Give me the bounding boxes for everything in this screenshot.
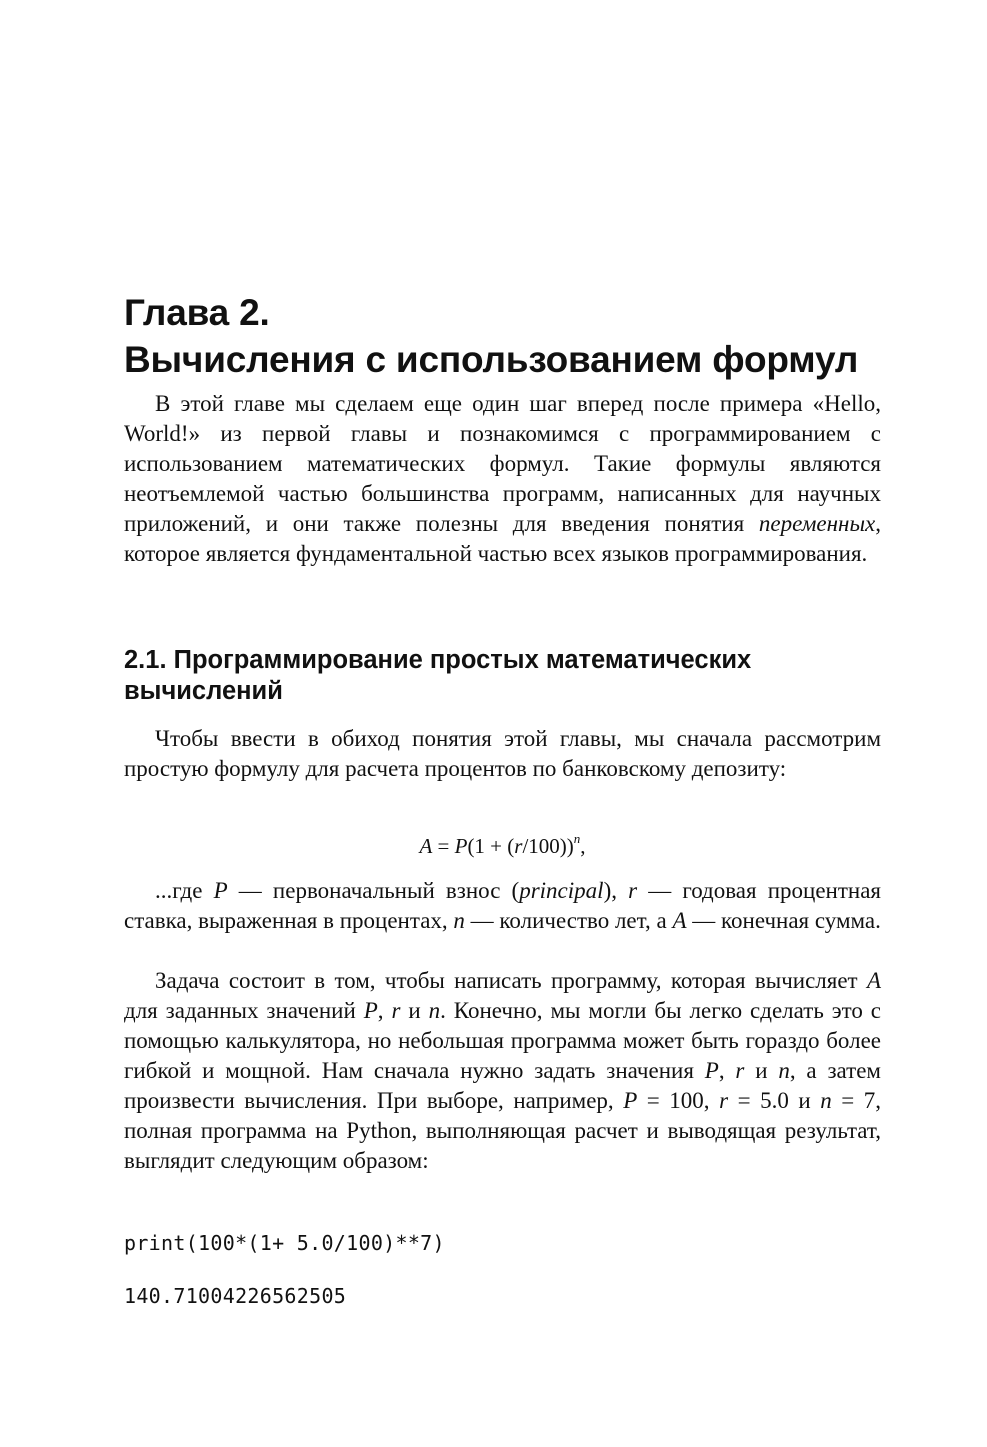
paragraph-2 bbox=[124, 876, 881, 936]
paragraph-3 bbox=[124, 966, 881, 1176]
p3-text: . Конечно, мы могли бы легко сделать это с помощью калькулятора, но небольшая программа может быть гораздо более гибкой и мощной. Нам сначала нужно задать значения bbox=[124, 998, 881, 1083]
formula-eq: = bbox=[432, 834, 455, 858]
chapter-label: Глава 2. bbox=[124, 292, 270, 333]
p2-text: — первоначальный взнос ( bbox=[227, 878, 520, 903]
term-principal: principal bbox=[519, 878, 604, 903]
code-snippet: print(100*(1+ 5.0/100)**7) bbox=[124, 1231, 445, 1255]
formula-p: P bbox=[454, 834, 468, 858]
formula-lhs: A bbox=[419, 834, 433, 858]
formula-exponent: n bbox=[573, 831, 581, 846]
p3-text: = 7, полная программа на Python, выполняющая расчет и выводящая результат, выглядит следующим образом: bbox=[124, 1088, 881, 1173]
intro-text-2: , которое является фундаментальной частью всех языков программирования. bbox=[124, 511, 881, 566]
intro-paragraph bbox=[124, 389, 881, 569]
var-p: P bbox=[704, 1058, 719, 1083]
intro-text-1: В этой главе мы сделаем еще один шаг вперед после примера «Hello, World!» из первой главы и познакомимся с программированием с использованием математических формул. Такие формулы являются неотъемлемой частью большинства программ, написанных для научных приложений, и они также полезны для введения понятия bbox=[124, 391, 881, 536]
p3-text: , bbox=[718, 1058, 736, 1083]
var-n: n bbox=[820, 1088, 832, 1113]
formula-open: (1 + ( bbox=[467, 834, 515, 858]
interest-formula bbox=[124, 826, 881, 861]
formula-div: /100)) bbox=[522, 834, 574, 858]
var-r: r bbox=[719, 1088, 729, 1113]
var-a: A bbox=[866, 968, 881, 993]
p3-text: , а затем произвести вычисления. При выборе, например, bbox=[124, 1058, 881, 1113]
p2-text: — количество лет, а bbox=[464, 908, 673, 933]
var-r: r bbox=[391, 998, 401, 1023]
formula-r: r bbox=[514, 834, 523, 858]
p3-text: = 100, bbox=[637, 1088, 720, 1113]
code-output: 140.71004226562505 bbox=[124, 1284, 347, 1308]
var-p: P bbox=[363, 998, 378, 1023]
p3-text: и bbox=[400, 998, 429, 1023]
chapter-title bbox=[124, 289, 904, 383]
p3-text: Задача состоит в том, чтобы написать программу, которая вычисляет bbox=[155, 968, 867, 993]
var-n: n bbox=[428, 998, 441, 1023]
p2-text: ), bbox=[603, 878, 629, 903]
p3-text: , bbox=[377, 998, 392, 1023]
p3-text: для заданных значений bbox=[124, 998, 364, 1023]
chapter-name: Вычисления с использованием формул bbox=[124, 339, 859, 380]
paragraph-1: Чтобы ввести в обиход понятия этой главы, мы сначала рассмотрим простую формулу для расчета процентов по банковскому депозиту: bbox=[124, 726, 881, 781]
formula-tail: , bbox=[580, 834, 586, 858]
var-n: n bbox=[453, 908, 465, 933]
p2-text: — годовая процентная ставка, выраженная в процентах, bbox=[124, 878, 881, 933]
var-r: r bbox=[735, 1058, 745, 1083]
intro-emphasis: переменных bbox=[758, 511, 876, 536]
var-a: A bbox=[672, 908, 687, 933]
p3-text: = 5.0 и bbox=[728, 1088, 821, 1113]
var-p: P bbox=[213, 878, 228, 903]
var-r: r bbox=[628, 878, 638, 903]
section-title-line2: вычислений bbox=[124, 677, 283, 705]
var-n: n bbox=[778, 1058, 790, 1083]
p3-text: и bbox=[744, 1058, 779, 1083]
p2-text: ...где bbox=[155, 878, 214, 903]
var-p: P bbox=[623, 1088, 638, 1113]
section-title-line1: 2.1. Программирование простых математических bbox=[124, 646, 752, 674]
section-title bbox=[124, 645, 881, 707]
p2-text: — конечная сумма. bbox=[686, 908, 881, 933]
